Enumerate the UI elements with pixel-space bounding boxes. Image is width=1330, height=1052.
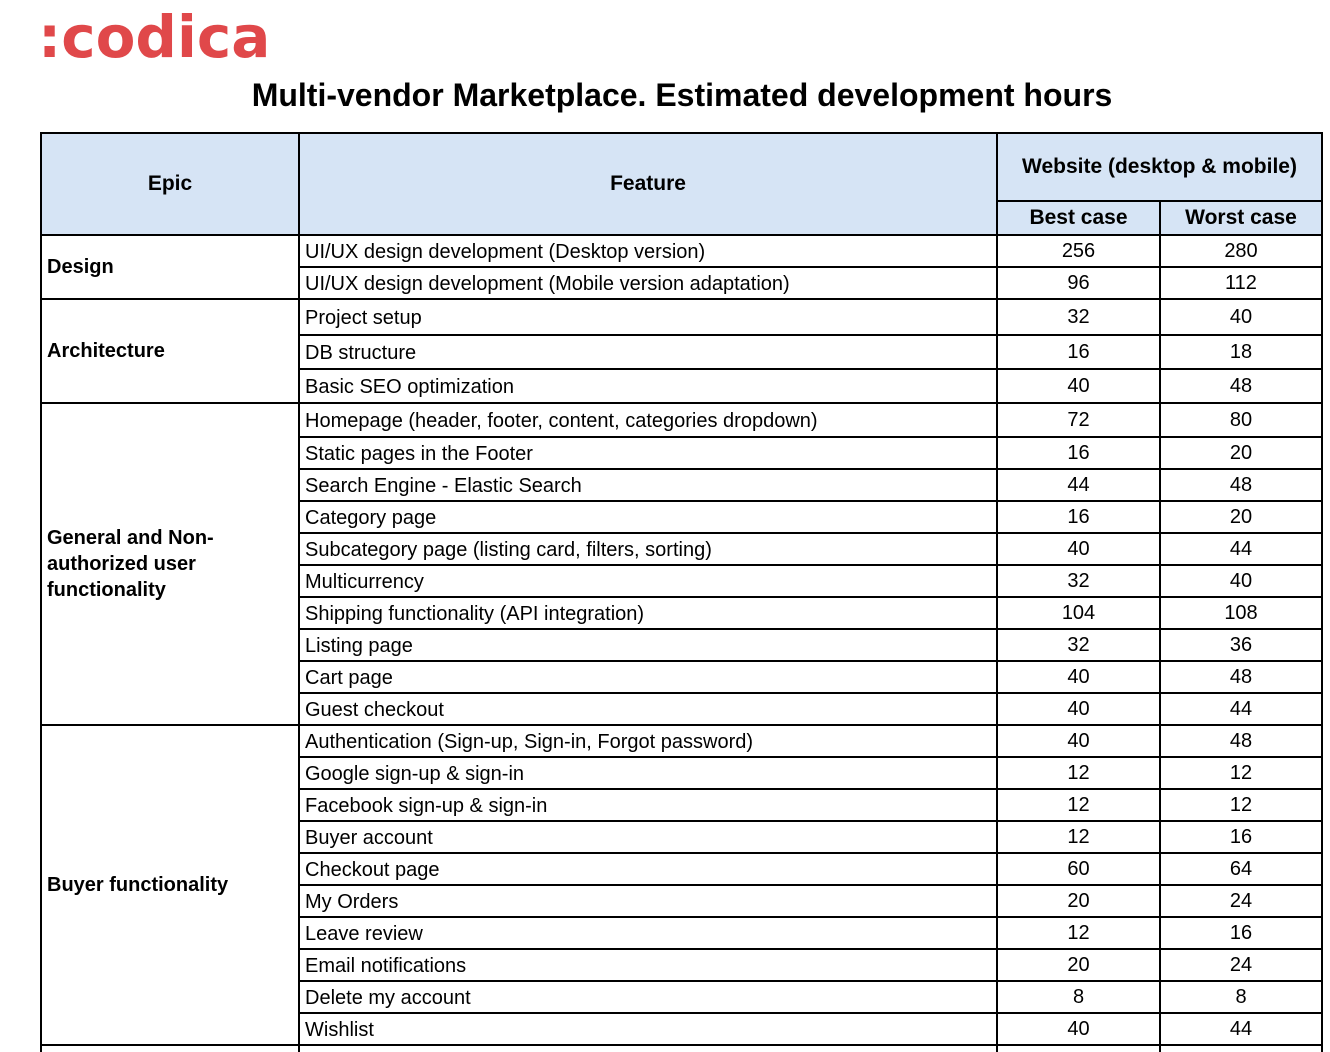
best-case-value: 16 [1067, 340, 1090, 363]
worst-case-value: 12 [1229, 793, 1253, 816]
best-case-value: 60 [1067, 857, 1090, 880]
feature-cell: Subcategory page (listing card, filters, sorting) [305, 538, 712, 561]
best-case-value: 12 [1067, 921, 1090, 944]
worst-case-value: 112 [1225, 271, 1257, 294]
best-case-value: 96 [1067, 271, 1090, 294]
feature-cell: Checkout page [305, 858, 440, 881]
row-divider [299, 532, 1322, 534]
row-divider [299, 298, 1322, 300]
row-divider [299, 692, 1322, 694]
feature-cell: Email notifications [305, 954, 467, 977]
feature-cell: Google sign-up & sign-in [305, 762, 525, 785]
epic-divider [40, 724, 299, 726]
column-divider [996, 132, 998, 1052]
row-divider [299, 368, 1322, 370]
feature-cell: Multicurrency [305, 570, 424, 593]
best-case-value: 40 [1067, 665, 1090, 688]
page-title: Multi-vendor Marketplace. Estimated development hours [251, 77, 1113, 113]
column-divider [1159, 200, 1161, 1052]
best-case-value: 20 [1067, 889, 1090, 912]
worst-case-value: 44 [1229, 537, 1253, 560]
row-divider [299, 402, 1322, 404]
header-best-case: Best case [1029, 206, 1128, 229]
row-divider [299, 468, 1322, 470]
worst-case-value: 40 [1229, 569, 1253, 592]
row-divider [299, 1044, 1322, 1046]
feature-cell: Delete my account [305, 986, 471, 1009]
header-platform: Website (desktop & mobile) [1022, 155, 1297, 178]
worst-case-value: 108 [1224, 601, 1258, 624]
feature-cell: Listing page [305, 634, 413, 657]
best-case-value: 40 [1067, 374, 1090, 397]
row-divider [299, 596, 1322, 598]
best-case-value: 32 [1067, 305, 1090, 328]
worst-case-value: 16 [1229, 921, 1253, 944]
best-case-value: 40 [1067, 729, 1090, 752]
worst-case-value: 48 [1229, 665, 1253, 688]
epic-cell: Buyer functionality [47, 874, 229, 896]
row-divider [299, 334, 1322, 336]
feature-cell: UI/UX design development (Mobile version adaptation) [305, 272, 790, 295]
epic-divider [40, 402, 299, 404]
worst-case-value: 16 [1229, 825, 1253, 848]
row-divider [299, 884, 1322, 886]
best-case-value: 104 [1061, 601, 1096, 624]
worst-case-value: 48 [1229, 374, 1253, 397]
row-divider [299, 724, 1322, 726]
row-divider [299, 500, 1322, 502]
epic-cell: Architecture [47, 340, 165, 362]
feature-cell: UI/UX design development (Desktop version) [305, 240, 706, 263]
feature-cell: Guest checkout [305, 698, 444, 721]
epic-divider [40, 298, 299, 300]
best-case-value: 44 [1067, 473, 1090, 496]
feature-cell: Buyer account [305, 826, 433, 849]
feature-cell: Basic SEO optimization [305, 375, 514, 398]
row-divider [299, 980, 1322, 982]
row-divider [299, 820, 1322, 822]
codica-logo: :codica [38, 3, 271, 71]
best-case-value: 40 [1067, 697, 1090, 720]
row-divider [299, 852, 1322, 854]
header-border-bottom [40, 234, 1323, 236]
best-case-value: 16 [1067, 441, 1090, 464]
best-case-value: 32 [1067, 569, 1090, 592]
worst-case-value: 40 [1229, 305, 1253, 328]
best-case-value: 8 [1072, 985, 1085, 1008]
best-case-value: 12 [1067, 793, 1090, 816]
epic-cell: General and Non-authorized user functionality [47, 527, 214, 601]
worst-case-value: 80 [1229, 408, 1253, 431]
best-case-value: 72 [1067, 408, 1090, 431]
feature-cell: Static pages in the Footer [305, 442, 533, 465]
row-divider [299, 756, 1322, 758]
row-divider [299, 564, 1322, 566]
worst-case-value: 64 [1229, 857, 1253, 880]
worst-case-value: 44 [1229, 697, 1253, 720]
header-feature: Feature [610, 172, 686, 195]
worst-case-value: 48 [1229, 729, 1253, 752]
worst-case-value: 48 [1229, 473, 1253, 496]
table-border-top [40, 132, 1323, 134]
column-divider [40, 132, 42, 1052]
worst-case-value: 20 [1229, 441, 1253, 464]
row-divider [299, 436, 1322, 438]
column-divider [1321, 132, 1323, 1052]
worst-case-value: 8 [1235, 985, 1247, 1008]
feature-cell: Facebook sign-up & sign-in [305, 794, 548, 817]
feature-cell: My Orders [305, 890, 399, 913]
column-divider [298, 132, 300, 1052]
best-case-value: 40 [1067, 537, 1090, 560]
feature-cell: Leave review [305, 922, 423, 945]
feature-cell: Project setup [305, 306, 422, 329]
row-divider [299, 948, 1322, 950]
worst-case-value: 24 [1229, 953, 1253, 976]
row-divider [299, 660, 1322, 662]
worst-case-value: 36 [1229, 633, 1253, 656]
row-divider [299, 628, 1322, 630]
worst-case-value: 18 [1229, 340, 1253, 363]
feature-cell: DB structure [305, 341, 417, 364]
worst-case-value: 280 [1224, 239, 1258, 262]
feature-cell: Category page [305, 506, 437, 529]
best-case-value: 16 [1067, 505, 1090, 528]
worst-case-value: 20 [1229, 505, 1253, 528]
row-divider [299, 1012, 1322, 1014]
feature-cell: Cart page [305, 666, 393, 689]
header-epic: Epic [147, 172, 193, 195]
epic-cell: Design [47, 256, 114, 278]
best-case-value: 20 [1067, 953, 1090, 976]
feature-cell: Search Engine - Elastic Search [305, 474, 582, 497]
row-divider [299, 916, 1322, 918]
row-divider [299, 788, 1322, 790]
feature-cell: Wishlist [305, 1018, 374, 1041]
epic-divider [40, 1044, 299, 1046]
best-case-value: 40 [1067, 1017, 1090, 1040]
feature-cell: Authentication (Sign-up, Sign-in, Forgot password) [305, 730, 754, 753]
feature-cell: Homepage (header, footer, content, categories dropdown) [305, 409, 818, 432]
best-case-value: 12 [1067, 761, 1090, 784]
row-divider [299, 266, 1322, 268]
best-case-value: 256 [1061, 239, 1096, 262]
worst-case-value: 12 [1229, 761, 1253, 784]
best-case-value: 12 [1067, 825, 1090, 848]
worst-case-value: 44 [1229, 1017, 1253, 1040]
feature-cell: Shipping functionality (API integration) [305, 602, 645, 625]
worst-case-value: 24 [1229, 889, 1253, 912]
best-case-value: 32 [1067, 633, 1090, 656]
header-worst-case: Worst case [1185, 206, 1297, 229]
